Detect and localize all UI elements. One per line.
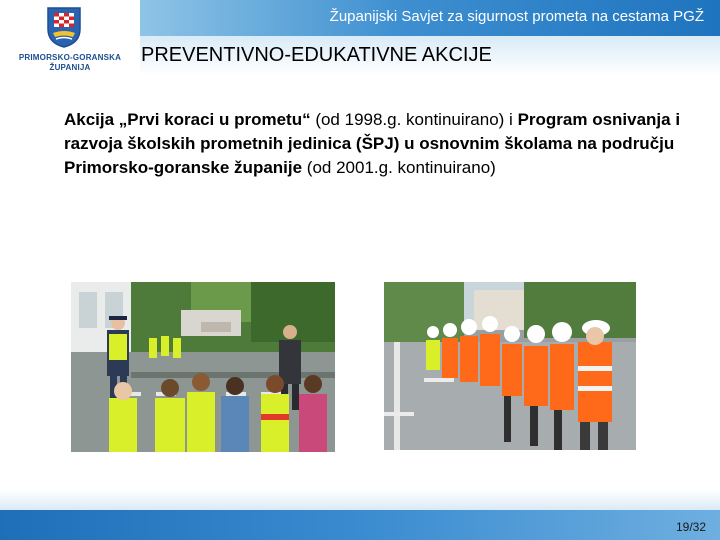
program-name-1: Akcija „Prvi koraci u prometu“ xyxy=(64,110,311,129)
county-crest-icon xyxy=(44,5,84,49)
header-band xyxy=(140,0,720,36)
slide-title: PREVENTIVNO-EDUKATIVNE AKCIJE xyxy=(141,44,492,66)
footer-band xyxy=(0,510,720,540)
program-period-1: (od 1998.g. kontinuirano) i xyxy=(310,110,518,129)
logo-text xyxy=(6,53,134,73)
logo-line-2: ŽUPANIJA xyxy=(49,63,91,72)
header-title: Županijski Savjet za sigurnost prometa na cestama PGŽ xyxy=(329,8,704,25)
slide-paragraph xyxy=(64,108,694,180)
footer-fade xyxy=(0,490,720,510)
logo xyxy=(0,0,140,76)
program-period-2: (od 2001.g. kontinuirano) xyxy=(302,158,496,177)
program-name-2: Program osnivanja i razvoja školskih prometnih jedinica (ŠPJ) u osnovnim školama na području Primorsko-goranske županije xyxy=(64,110,681,177)
children-safety-vests-photo xyxy=(384,282,636,450)
children-road-crossing-photo xyxy=(71,282,335,452)
page-number: 19/32 xyxy=(675,520,706,534)
logo-line-1: PRIMORSKO-GORANSKA xyxy=(18,53,122,62)
